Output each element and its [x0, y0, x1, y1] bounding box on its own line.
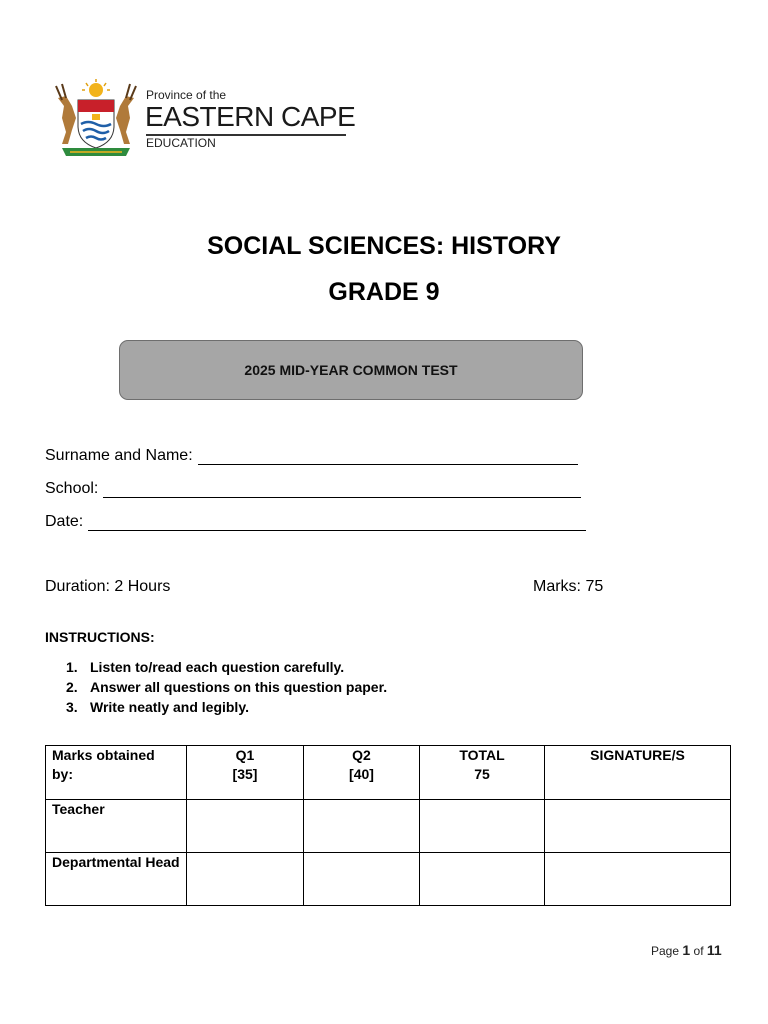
marks-table: [45, 745, 731, 906]
total-marks-text: Marks: 75: [533, 578, 604, 595]
marks-table-header-row: [46, 746, 731, 800]
page-footer: [651, 942, 722, 958]
name-label: Surname and Name:: [45, 447, 193, 464]
school-blank-line[interactable]: [103, 483, 581, 498]
instruction-item: 3. Write neatly and legibly.: [66, 699, 249, 715]
hod-total-cell[interactable]: [420, 853, 545, 906]
logo-education-text: EDUCATION: [146, 136, 216, 150]
test-banner: [119, 340, 583, 400]
grade-title: GRADE 9: [328, 278, 440, 306]
name-blank-line[interactable]: [198, 450, 578, 465]
q1-header: Q1 [35]: [187, 746, 304, 800]
page-total: 11: [706, 942, 722, 958]
table-row: [46, 800, 731, 853]
teacher-q1-cell[interactable]: [187, 800, 304, 853]
hod-signature-cell[interactable]: [545, 853, 731, 906]
duration-text: Duration: 2 Hours: [45, 578, 171, 595]
subject-title: SOCIAL SCIENCES: HISTORY: [207, 232, 561, 260]
page-word: Page: [651, 944, 680, 958]
date-blank-line[interactable]: [88, 516, 586, 531]
logo-province-text: Province of the: [146, 88, 227, 102]
signature-header: SIGNATURE/S: [545, 746, 731, 800]
test-banner-text: 2025 MID-YEAR COMMON TEST: [244, 362, 458, 378]
teacher-label-cell: Teacher: [46, 800, 187, 853]
page-number: 1: [682, 942, 691, 958]
hod-label-cell: Departmental Head: [46, 853, 187, 906]
name-field: [45, 447, 578, 465]
instructions-list: [66, 658, 387, 718]
table-row: [46, 853, 731, 906]
school-label: School:: [45, 480, 99, 497]
instructions-heading: INSTRUCTIONS:: [45, 629, 155, 645]
date-field: [45, 513, 586, 531]
logo-eastern-cape-text: EASTERN CAPE: [145, 101, 356, 132]
of-word: of: [693, 944, 704, 958]
date-label: Date:: [45, 513, 84, 530]
coat-of-arms-icon: [48, 78, 144, 160]
instruction-item: 1. Listen to/read each question carefully.: [66, 659, 345, 675]
q2-header: Q2 [40]: [304, 746, 420, 800]
teacher-q2-cell[interactable]: [304, 800, 420, 853]
marks-obtained-header: Marks obtained by:: [46, 746, 187, 800]
total-header: TOTAL 75: [420, 746, 545, 800]
hod-q2-cell[interactable]: [304, 853, 420, 906]
teacher-total-cell[interactable]: [420, 800, 545, 853]
hod-q1-cell[interactable]: [187, 853, 304, 906]
teacher-signature-cell[interactable]: [545, 800, 731, 853]
instruction-item: 2. Answer all questions on this question paper.: [66, 679, 388, 695]
eastern-cape-logo: [48, 78, 356, 160]
school-field: [45, 480, 581, 498]
